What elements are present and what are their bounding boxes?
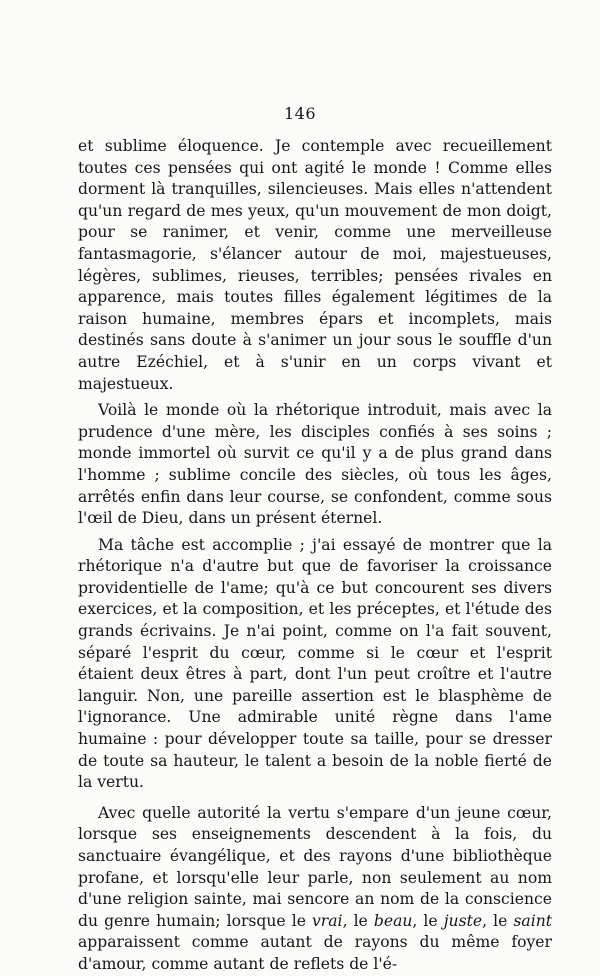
separator: , le <box>482 911 514 930</box>
paragraph-4 <box>78 803 552 976</box>
page-number: 146 <box>283 104 317 123</box>
paragraph-4-text-after: apparaissent comme autant de rayons du même foyer d'amour, comme autant de reflets de l'é- <box>78 933 552 973</box>
body-text <box>78 136 552 976</box>
paragraph-2: Voilà le monde où la rhétorique introduit, mais avec la prudence d'une mère, les disciples confiés à ses soins ; monde immortel où survit ce qu'il y a de plus grand dans l'homme ; sublime concile des siècles, où tous les âges, arrêtés enfin dans leur course, se confondent, comme sous l'œil de Dieu, dans un présent éternel. <box>78 401 552 528</box>
word-juste: juste <box>443 911 483 930</box>
paragraph-3: Ma tâche est accomplie ; j'ai essayé de montrer que la rhétorique n'a d'autre but que de favoriser la croissance providentielle de l'ame; qu'à ce but concourent ses divers exercices, et la composition, et les préceptes, et l'étude des grands écrivains. Je n'ai point, comme on l'a fait souvent, séparé l'esprit du cœur, comme si le cœur et l'esprit étaient deux êtres à part, dont l'un peut croître et l'autre languir. Non, une pareille assertion est le blasphème de l'ignorance. Une admirable unité règne dans l'ame humaine : pour développer toute sa taille, pour se dresser de toute sa hauteur, le talent a besoin de la noble fierté de la vertu. <box>78 535 552 792</box>
separator: , le <box>342 911 374 930</box>
word-saint: saint <box>513 911 553 930</box>
separator: , le <box>412 911 444 930</box>
paragraph-4-text-before: Avec quelle autorité la vertu s'empare d'un jeune cœur, lorsque ses enseignements descendent à la fois, du sanctuaire évangélique, et des rayons d'une bibliothèque profane, et lorsqu'elle leur parle, non seulement au nom d'une religion sainte, mai sencore an nom de la conscience du genre humain; lorsque le <box>78 803 552 930</box>
paragraph-1: et sublime éloquence. Je contemple avec recueillement toutes ces pensées qui ont agité le monde ! Comme elles dorment là tranquilles, silencieuses. Mais elles n'attendent qu'un regard de mes yeux, qu'un mouvement de mon doigt, pour se ranimer, et venir, comme une merveilleuse fantasmagorie, s'élancer autour de moi, majestueuses, légères, sublimes, rieuses, terribles; pensées rivales en apparence, mais toutes filles également légitimes de la raison humaine, membres épars et incomplets, mais destinés sans doute à s'animer un jour sous le souffle d'un autre Ezéchiel, et à s'unir en un corps vivant et majestueux. <box>78 137 552 393</box>
word-beau: beau <box>373 911 413 930</box>
word-vrai: vrai <box>312 911 343 930</box>
